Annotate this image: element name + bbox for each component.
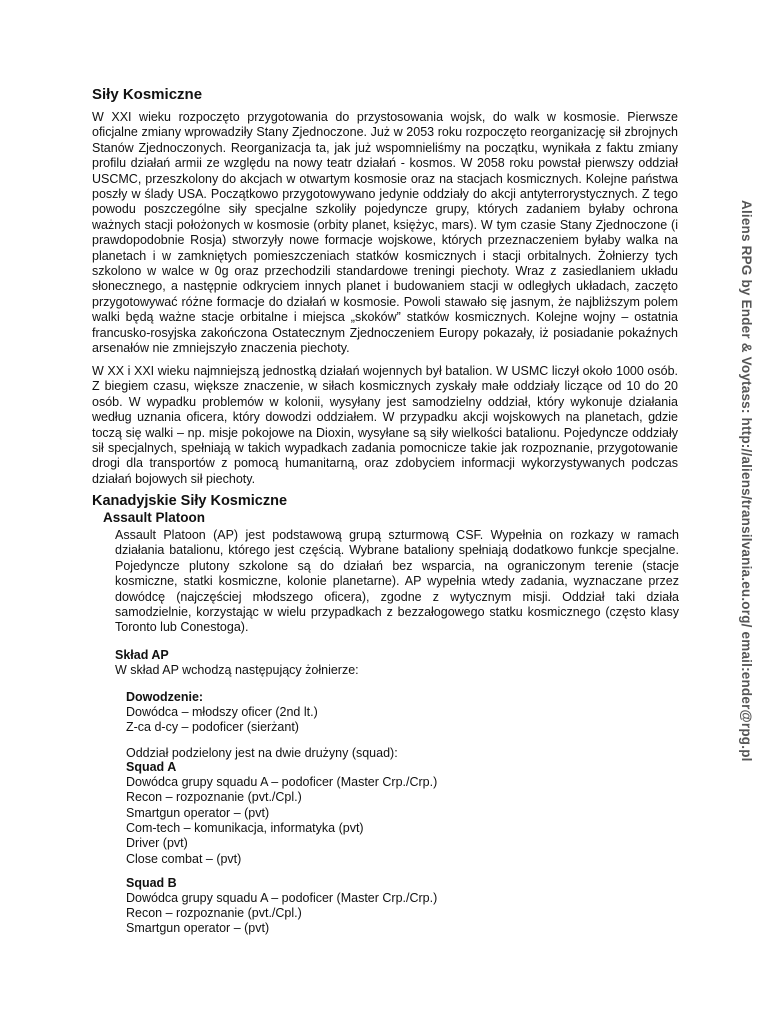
paragraph: W XXI wieku rozpoczęto przygotowania do przystosowania wojsk, do walk w kosmosie. Pierwsze oficjalne zmiany wprowadziły Stany Zjednoczone. Już w 2053 roku rozpoczęto reorganizację sił zbrojnych Stanów Zjednoczonych. Reorganizacja ta, jak już wspomnieliśmy na początku, wynikała z faktu zmiany profilu działań armii ze względu na nowy teatr działań - kosmos. W 2058 roku powstał pierwszy oddział USCMC, przeszkolony do akcjach w otwartym kosmosie oraz na stacjach kosmicznych. Kolejne państwa poszły w ślady USA. Początkowo przygotowywano jedynie oddziały do akcji antyterrorystycznych. Z tego powodu poszczególne siły specjalne szkoliły pojedyncze grupy, których zadaniem byłaby ochrona ważnych stacji położonych w kosmosie (orbity planet, księżyc, mars). W tym czasie Stany Zjednoczone (i prawdopodobnie Rosja) stworzyły nowe formacje wojskowe, których przeznaczeniem byłaby walka na planetach i w zamkniętych pomieszczeniach statków kosmicznych i stacji orbitalnych. Żołnierzy tych szkolono w walce w 0g oraz przechodzili standardowe treningi piechoty. Wraz z zasiedlaniem układu słonecznego, a następnie odkryciem innych planet i budowaniem stacji w odległych układach, zaczęto przygotowywać różne formacje do działań w kosmosie. Powoli stawało się jasnym, że najbliższym polem walki będą ważne stacje orbitalne i miejsca „skoków” statków kosmicznych. Kolejne wojny – ostatnia francusko-rosyjska zakończona Ostatecznym Zjednoczeniem Europy pokazały, iż posiadanie pokaźnych arsenałów nie zmniejszyło znaczenia piechoty. (92, 110, 678, 356)
heading: Squad B (126, 876, 177, 890)
paragraph: W XX i XXI wieku najmniejszą jednostką działań wojennych był batalion. W USMC liczył około 1000 osób. Z biegiem czasu, większe znaczenie, w siłach kosmicznych zyskały małe oddziały liczące od 10 do 20 osób. W wypadku problemów w kolonii, wysyłany jest samodzielny oddział, który wykonuje działania według uznania oficera, który dowodzi oddziałem. W przypadku akcji wojskowych na planetach, gdzie toczą się walki – np. misje pokojowe na Dioxin, wysyłane są siły wielkości batalionu. Pojedyncze oddziały sił specjalnych, spełniają w takich wypadkach zadania pomocnicze takie jak rozpoznanie, przygotowanie drogi dla transportów z pomocą humanitarną, oraz zdobyciem informacji wykorzystywanych podczas działań bojowych sił piechoty. (92, 364, 678, 486)
text-line: W skład AP wchodzą następujący żołnierze: (115, 663, 359, 677)
list-item: Dowódca grupy squadu A – podoficer (Master Crp./Crp.) (126, 775, 438, 789)
list-item: Recon – rozpoznanie (pvt./Cpl.) (126, 790, 302, 804)
list-item: Dowódca grupy squadu A – podoficer (Master Crp./Crp.) (126, 891, 438, 905)
list-item: Driver (pvt) (126, 836, 188, 850)
list-item: Com-tech – komunikacja, informatyka (pvt) (126, 821, 364, 835)
list-item: Smartgun operator – (pvt) (126, 806, 270, 820)
section-title: Kanadyjskie Siły Kosmiczne (92, 493, 288, 509)
list-item: Close combat – (pvt) (126, 852, 242, 866)
list-item: Recon – rozpoznanie (pvt./Cpl.) (126, 906, 302, 920)
heading: Skład AP (115, 648, 169, 662)
section-title: Siły Kosmiczne (92, 86, 203, 103)
list-item: Dowódca – młodszy oficer (2nd lt.) (126, 705, 318, 719)
margin-note-text: Aliens RPG by Ender & Voytass: http://aliens/transilvania.eu.org/ email:ender@rpg.pl (739, 200, 754, 762)
subsection-title: Assault Platoon (103, 510, 206, 525)
text-line: Oddział podzielony jest na dwie drużyny (squad): (126, 746, 398, 760)
list-item: Z-ca d-cy – podoficer (sierżant) (126, 720, 299, 734)
vertical-margin-note (738, 200, 762, 840)
heading: Dowodzenie: (126, 690, 204, 704)
list-item: Smartgun operator – (pvt) (126, 921, 270, 935)
paragraph: Assault Platoon (AP) jest podstawową grupą szturmową CSF. Wypełnia on rozkazy w ramach działania batalionu, którego jest częścią. Wybrane bataliony spełniają dodatkowo funkcje specjalne. Pojedyncze plutony szkolone są do działań bez wsparcia, na ograniczonym terenie (stacje kosmiczne, statki kosmiczne, kolonie planetarne). AP wypełnia wtedy zadania, wyznaczane przez dowódcę (najczęściej młodszego oficera), zgodne z wytycznym misji. Oddział taki działa samodzielnie, korzystając w wielu przypadkach z bezzałogowego statku kosmicznego (często klasy Toronto lub Conestoga). (115, 528, 679, 635)
heading: Squad A (126, 760, 177, 774)
